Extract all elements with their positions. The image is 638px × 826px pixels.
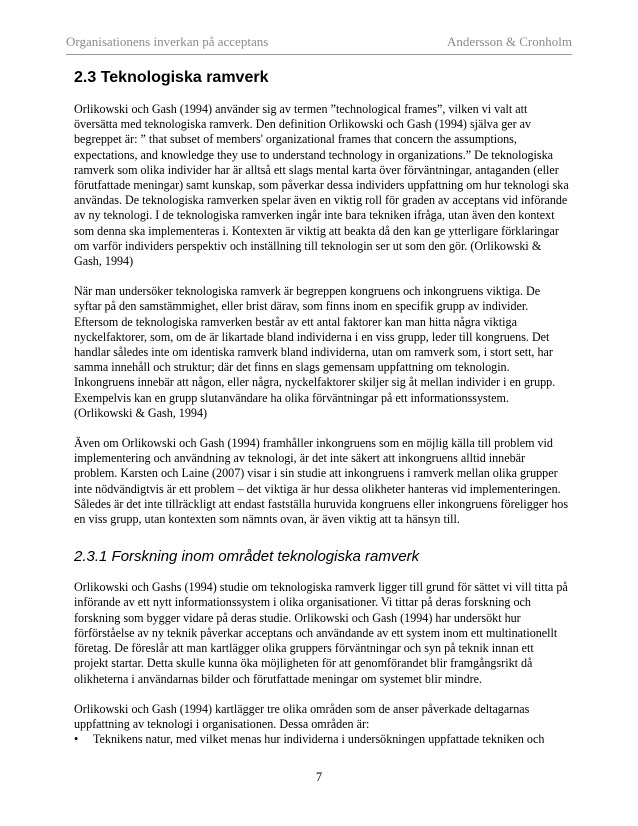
page-number: 7 bbox=[315, 770, 323, 784]
bullet-icon: • bbox=[74, 732, 79, 747]
paragraph: När man undersöker teknologiska ramverk är begreppen kongruens och inkongruens viktiga. De syftar på den samstämmighet, eller brist därav, som finns inom en specifik grupp av individer. Eftersom de teknologiska ramverken består av ett antal faktorer kan man hitta några viktiga nyckelfaktorer, som, om de är likartade bland individerna i en viss grupp, leder till kongruens. Det handlar således inte om identiska ramverk bland individerna, utan om ramverk som, i stort sett, har samma innehåll och struktur; där det finns en slags gemensam uppfattning om teknologin. Inkongruens innebär att någon, eller några, nyckelfaktorer skiljer sig åt mellan individer i en grupp. Exempelvis kan en grupp slutanvändare ha olika förväntningar på ett informationssystem. (Orlikowski & Gash, 1994) bbox=[74, 284, 556, 420]
list-item bbox=[74, 732, 569, 747]
paragraph: Orlikowski och Gash (1994) kartlägger tre olika områden som de anser påverkade deltagarnas uppfattning av teknologi i organisationen. Dessa områden är: bbox=[74, 701, 530, 731]
list-item-text: Teknikens natur, med vilket menas hur individerna i undersökningen uppfattade tekniken och bbox=[93, 732, 545, 747]
paragraph: Orlikowski och Gash (1994) använder sig av termen ”technological frames”, vilken vi valt att översätta med teknologiska ramverk. Den definition Orlikowski och Gash (1994) själva ger av begreppet är: ” that subset of members' organizational frames that concern the assumptions, expectations, and knowledge they use to understand technology in organizations.” De teknologiska ramverk som olika individer har är alltså ett slags mental karta över förväntningar, antaganden (eller förutfattade meningar) samt kunskap, som påverkar dessa individers uppfattning om hur teknologi ska användas. De teknologiska ramverken spelar även en viktig roll för graden av acceptans vid införande av ny teknologi. I de teknologiska ramverken ingår inte bara tekniken ifråga, utan även den kontext som denna ska implementeras i. Kontexten är viktig att beakta då den kan ge ytterligare förklaringar om varför individers perspektiv och inställning till teknologin ser ut som den gör. (Orlikowski & Gash, 1994) bbox=[74, 102, 569, 269]
section-heading: 2.3 Teknologiska ramverk bbox=[74, 69, 269, 86]
header-title: Organisationens inverkan på acceptans bbox=[66, 34, 269, 49]
page-content bbox=[74, 68, 569, 747]
subsection-heading: 2.3.1 Forskning inom området teknologiska ramverk bbox=[74, 548, 420, 566]
paragraph: Orlikowski och Gashs (1994) studie om teknologiska ramverk ligger till grund för sättet vi vill titta på införande av ett nytt informationssystem i olika organisationer. Vi tittar på deras forskning och forskning som bygger vidare på deras studie. Orlikowski och Gash (1994) har undersökt hur förförståelse av ny teknik påverkar acceptans och användande av ett system inom ett multinationellt företag. De föreslår att man kartlägger olika gruppers förväntningar och syn på teknik innan ett projekt startar. Detta skulle kunna öka möjligheten för att genomförandet blir framgångsrikt då olikheterna i användarnas bilder och förutfattade meningar om systemet blir mindre. bbox=[74, 580, 568, 686]
bullet-list bbox=[74, 732, 569, 747]
header-authors: Andersson & Cronholm bbox=[447, 34, 572, 49]
running-header bbox=[66, 34, 572, 55]
paragraph: Även om Orlikowski och Gash (1994) framhåller inkongruens som en möjlig källa till problem vid implementering och användning av teknologi, är det inte säkert att inkongruens alltid innebär problem. Karsten och Laine (2007) visar i sin studie att inkongruens i ramverk mellan olika grupper inte nödvändigtvis är ett problem – det viktiga är hur dessa olikheter hanteras vid implementeringen. Således är det inte tillräckligt att endast fastställa huruvida kongruens eller inkongruens föreligger hos en viss grupp, utan kontexten som nämnts ovan, är även viktig att ta hänsyn till. bbox=[74, 436, 569, 527]
